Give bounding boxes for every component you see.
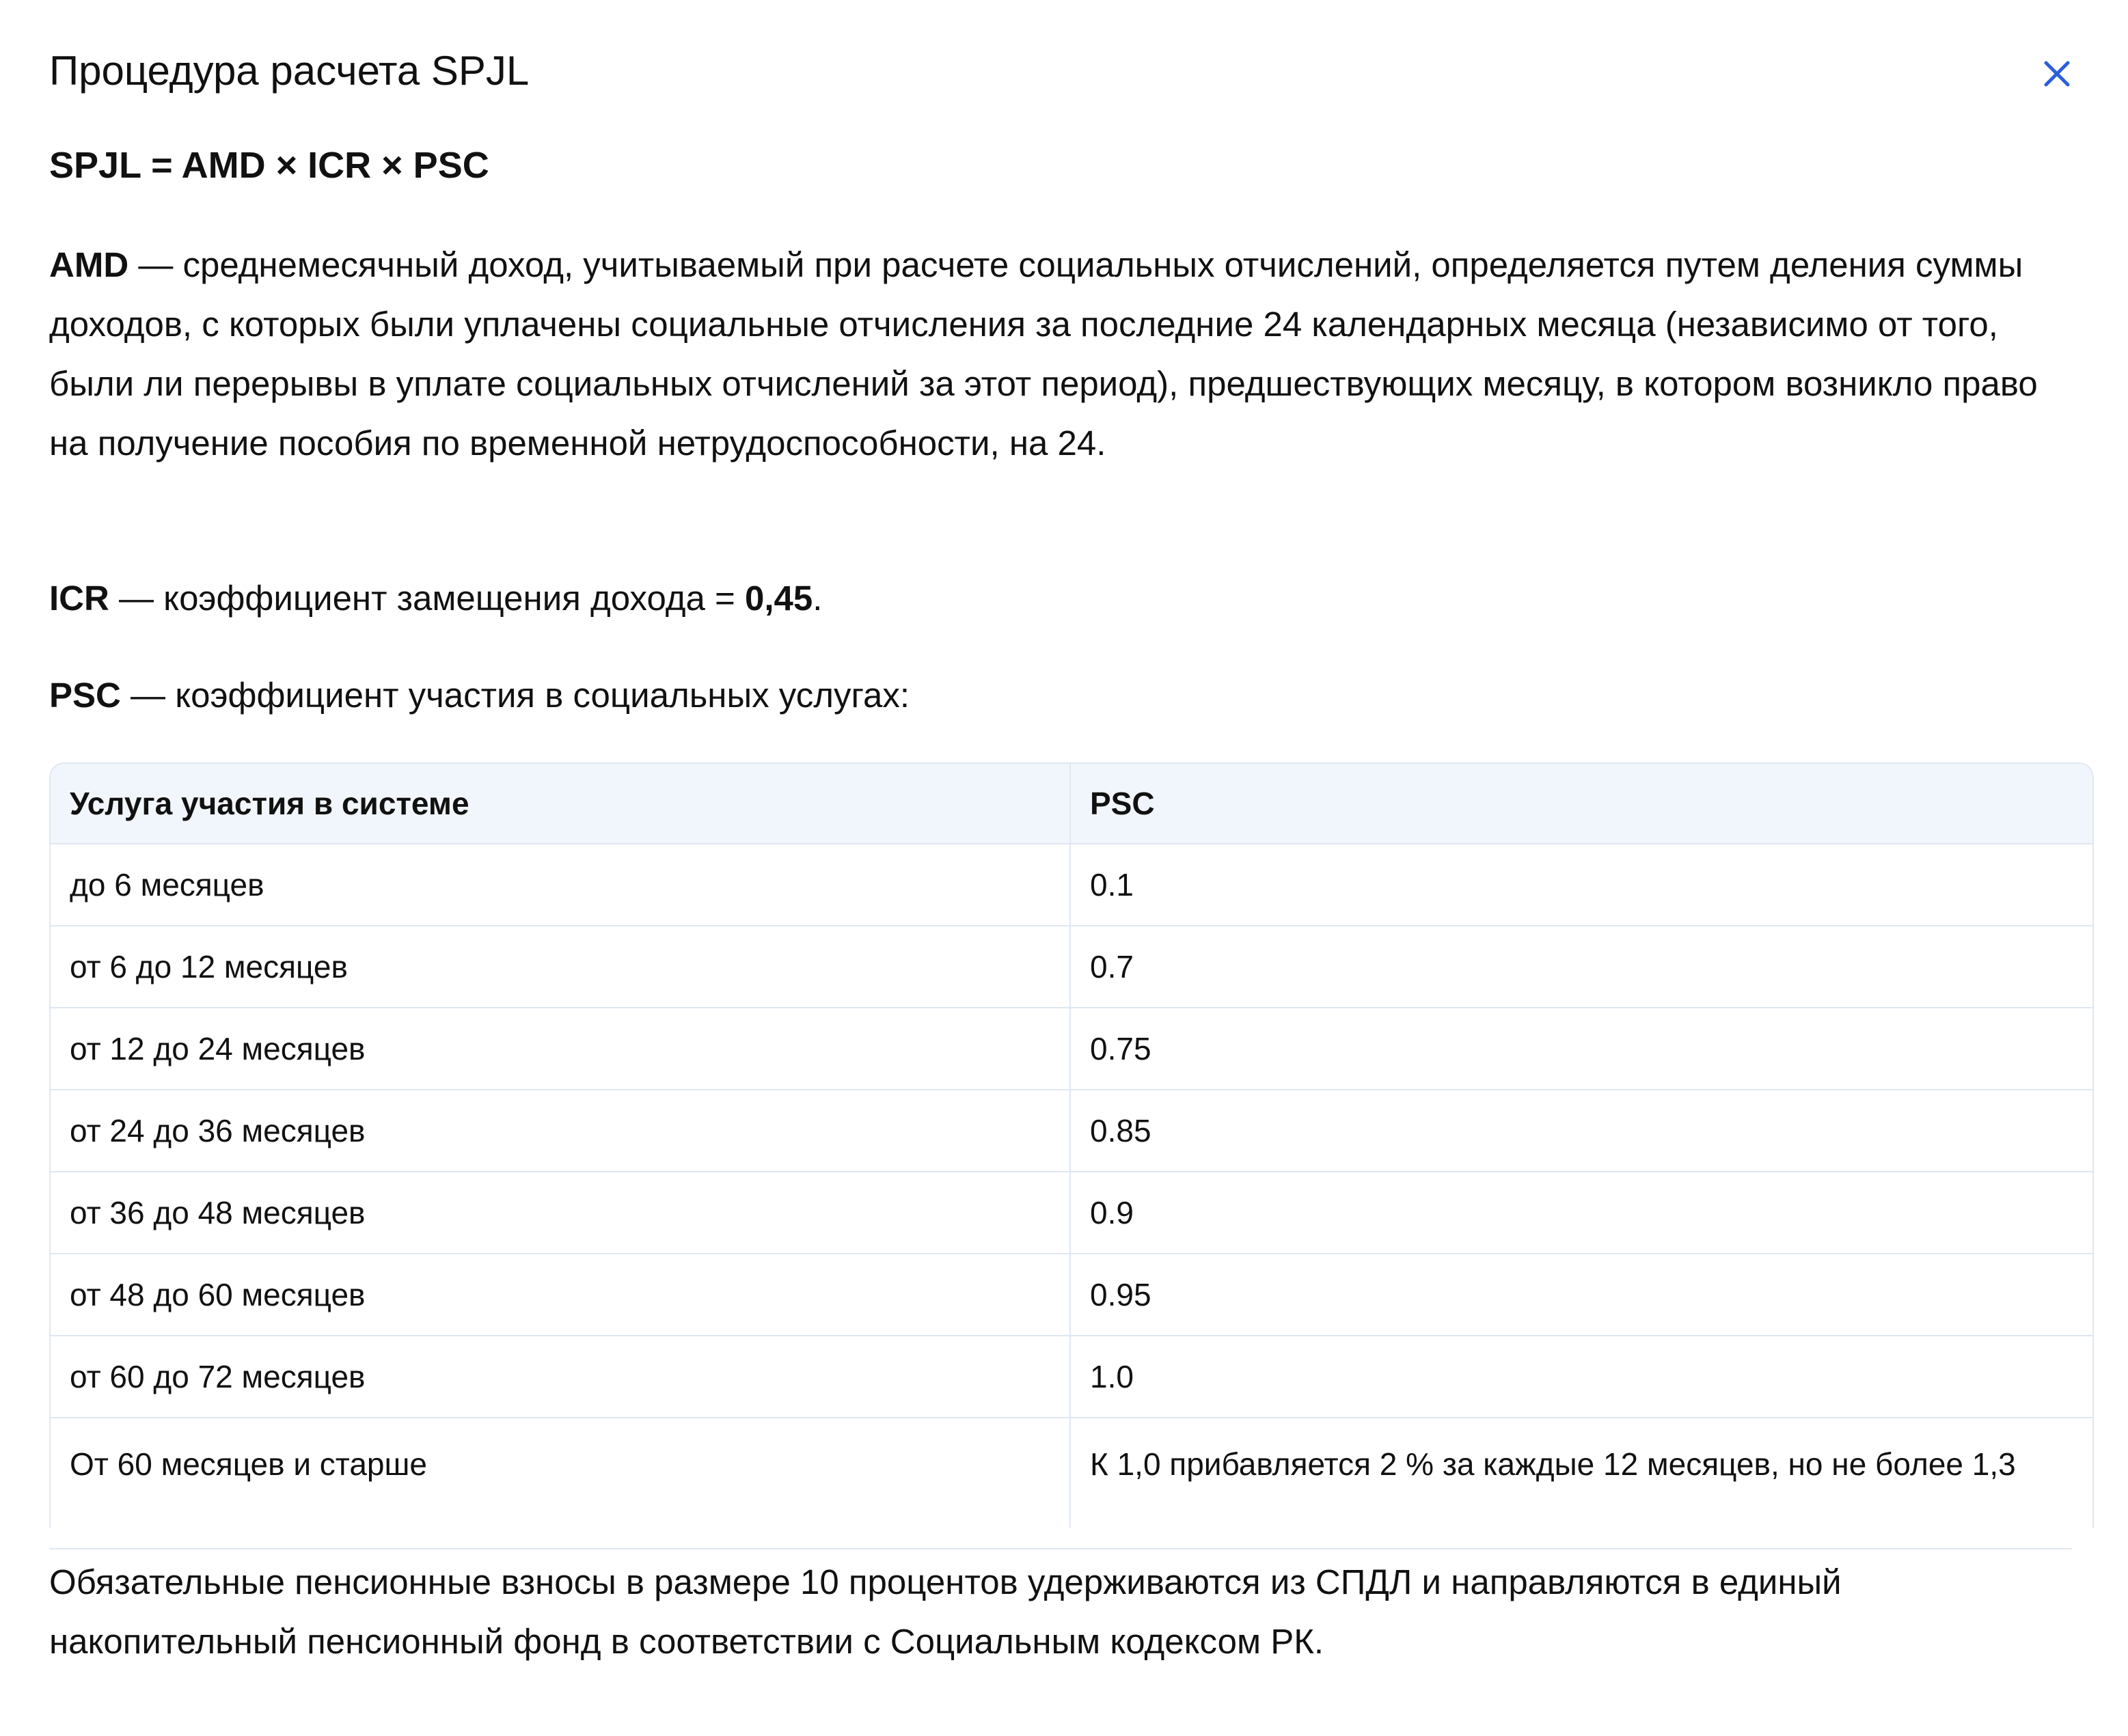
table-cell-psc: 0.85	[1070, 1090, 2092, 1172]
header-service-participation: Услуга участия в системе	[51, 764, 1070, 844]
icr-term: ICR	[49, 579, 109, 618]
table-cell-period: От 60 месяцев и старше	[70, 1446, 428, 1482]
psc-term: PSC	[49, 676, 121, 715]
table-cell-psc: 0.1	[1070, 844, 2092, 926]
close-button[interactable]	[2038, 55, 2076, 93]
psc-text: — коэффициент участия в социальных услугах:	[120, 676, 910, 715]
table-row	[51, 1008, 2092, 1090]
table-row	[51, 1336, 2092, 1418]
table-bottom-divider	[49, 1548, 2072, 1549]
psc-definition	[49, 665, 2058, 725]
header-psc: PSC	[1070, 764, 2092, 844]
amd-definition	[49, 235, 2058, 473]
table-cell-psc: 0.9	[1070, 1172, 2092, 1254]
table-cell-period: от 48 до 60 месяцев	[51, 1254, 1070, 1336]
amd-term: AMD	[49, 245, 129, 284]
amd-text: — среднемесячный доход, учитываемый при расчете социальных отчислений, определяется путем деления суммы доходов, с которых были уплачены социальные отчисления за последние 24 календарных месяца (независимо от того, были ли перерывы в уплате социальных отчислений за этот период), предшествующих месяцу, в котором возникло право на получение пособия по временной нетрудоспособности, на 24.	[49, 245, 2038, 463]
table-row	[51, 1090, 2092, 1172]
close-icon	[2038, 55, 2076, 93]
psc-table-container	[49, 762, 2094, 1528]
table-row	[51, 1172, 2092, 1254]
table-cell-psc: К 1,0 прибавляется 2 % за каждые 12 месяцев, но не более 1,3	[1070, 1418, 2092, 1528]
icr-definition	[49, 568, 2058, 628]
table-row	[51, 1418, 2092, 1528]
table-row	[51, 926, 2092, 1008]
icr-value: 0,45	[744, 579, 813, 618]
icr-text: — коэффициент замещения дохода =	[109, 579, 745, 618]
pension-contributions-note: Обязательные пенсионные взносы в размере 10 процентов удерживаются из СПДЛ и направляются в единый накопительный пенсионный фонд в соответствии с Социальным кодексом РК.	[49, 1562, 1842, 1661]
modal-title: Процедура расчета SPJL	[49, 48, 530, 94]
table-header-row	[51, 764, 2092, 844]
table-cell-period: от 12 до 24 месяцев	[51, 1008, 1070, 1090]
table-cell-psc: 0.7	[1070, 926, 2092, 1008]
icr-end: .	[813, 579, 823, 618]
table-cell-period: от 24 до 36 месяцев	[51, 1090, 1070, 1172]
table-cell-period: от 60 до 72 месяцев	[51, 1336, 1070, 1418]
table-cell-period: от 36 до 48 месяцев	[51, 1172, 1070, 1254]
table-cell-period: от 6 до 12 месяцев	[51, 926, 1070, 1008]
table-cell-psc: 0.95	[1070, 1254, 2092, 1336]
table-cell-psc: 0.75	[1070, 1008, 2092, 1090]
table-cell-psc: 1.0	[1070, 1336, 2092, 1418]
spjl-formula: SPJL = AMD × ICR × PSC	[49, 145, 489, 186]
psc-table	[51, 764, 2092, 1528]
table-row	[51, 1254, 2092, 1336]
table-row	[51, 844, 2092, 926]
table-cell-period: до 6 месяцев	[51, 844, 1070, 926]
